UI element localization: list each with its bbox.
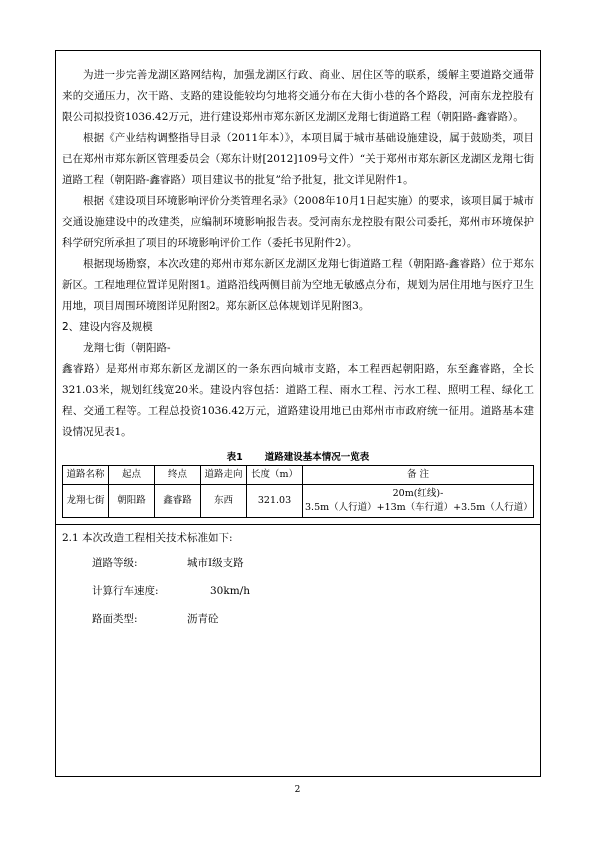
standard-item <box>62 549 534 577</box>
cell-start: 朝阳路 <box>109 485 155 518</box>
cell-direction: 东西 <box>201 485 247 518</box>
cell-road-name: 龙翔七街 <box>63 485 109 518</box>
standard-value: 沥青砼 <box>187 613 219 625</box>
paragraph-3: 根据《建设项目环境影响评价分类管理名录》（2008年10月1日起实施）的要求，该项目属于城市交通设施建设中的改建类，应编制环境影响报告表。受河南东龙控股有限公司委托，郑州市环境保护科学研究所承担了项目的环境影响评价工作（委托书见附件2）。 <box>62 195 535 249</box>
paragraph-1: 为进一步完善龙湖区路网结构，加强龙湖区行政、商业、居住区等的联系，缓解主要道路交通带来的交通压力，次干路、支路的建设能较均匀地将交通分布在大街小巷的各个路段，河南东龙控股有限公司拟投资1036.42万元，进行建设郑州市郑东新区龙湖区龙翔七街道路工程（朝阳路-鑫睿路）。 <box>62 69 534 123</box>
standard-label: 计算行车速度: <box>92 585 159 597</box>
paragraph-5-line1: 龙翔七街（朝阳路- <box>83 342 171 354</box>
divider <box>56 524 540 525</box>
paragraph-4: 根据现场勘察，本次改建的郑州市郑东新区龙湖区龙翔七街道路工程（朝阳路-鑫睿路）位于郑东新区。工程地理位置详见附图1。道路沿线两侧目前为空地无敏感点分布，规划为居住用地与医疗卫生用地，项目周围环境图详见附图2。郑东新区总体规划详见附图3。 <box>62 258 534 312</box>
standard-label: 路面类型: <box>92 613 138 625</box>
standard-item <box>62 605 534 633</box>
header-length: 长度（m） <box>247 466 303 485</box>
cell-length: 321.03 <box>247 485 303 518</box>
header-direction: 道路走向 <box>201 466 247 485</box>
table-header-row <box>63 466 534 485</box>
cell-end: 鑫睿路 <box>155 485 201 518</box>
standard-label: 道路等级: <box>92 557 138 569</box>
section-2-heading: 2、建设内容及规模 <box>62 321 153 333</box>
table-caption-title: 道路建设基本情况一览表 <box>264 452 370 463</box>
header-remark: 备 注 <box>303 466 534 485</box>
table-caption-number: 表1 <box>226 452 243 463</box>
remark-line-2: 3.5m（人行道）+13m（车行道）+3.5m（人行道） <box>305 502 533 513</box>
standard-item <box>62 577 534 605</box>
document-body <box>62 65 534 633</box>
paragraph-5: 鑫睿路）是郑州市郑东新区龙湖区的一条东西向城市支路，本工程西起朝阳路，东至鑫睿路，全长321.03米，规划红线宽20米。建设内容包括：道路工程、雨水工程、污水工程、照明工程、绿化工程、交通工程等。工程总投资1036.42万元，道路建设用地已由郑州市市政府统一征用。道路基本建设情况见表1。 <box>62 363 534 438</box>
header-end: 终点 <box>155 466 201 485</box>
standard-value: 30km/h <box>210 585 250 597</box>
paragraph-2: 根据《产业结构调整指导目录（2011年本）》，本项目属于城市基础设施建设，属于鼓励类，项目已在郑州市郑东新区管理委员会（郑东计财[2012]109号文件）“关于郑州市郑东新区龙湖区龙翔七街道路工程（朝阳路-鑫睿路）项目建议书的批复”给予批复，批文详见附件1。 <box>62 132 534 186</box>
page-number: 2 <box>294 785 301 795</box>
remark-line-1: 20m(红线)- <box>392 488 444 499</box>
standard-value: 城市Ⅰ级支路 <box>187 557 244 569</box>
table-caption <box>62 449 534 463</box>
header-road-name: 道路名称 <box>63 466 109 485</box>
cell-remark <box>303 485 534 518</box>
header-start: 起点 <box>109 466 155 485</box>
road-info-table <box>62 465 534 518</box>
standards-heading: 2.1 本次改造工程相关技术标准如下: <box>62 532 233 544</box>
page-frame <box>55 50 541 777</box>
table-row <box>63 485 534 518</box>
